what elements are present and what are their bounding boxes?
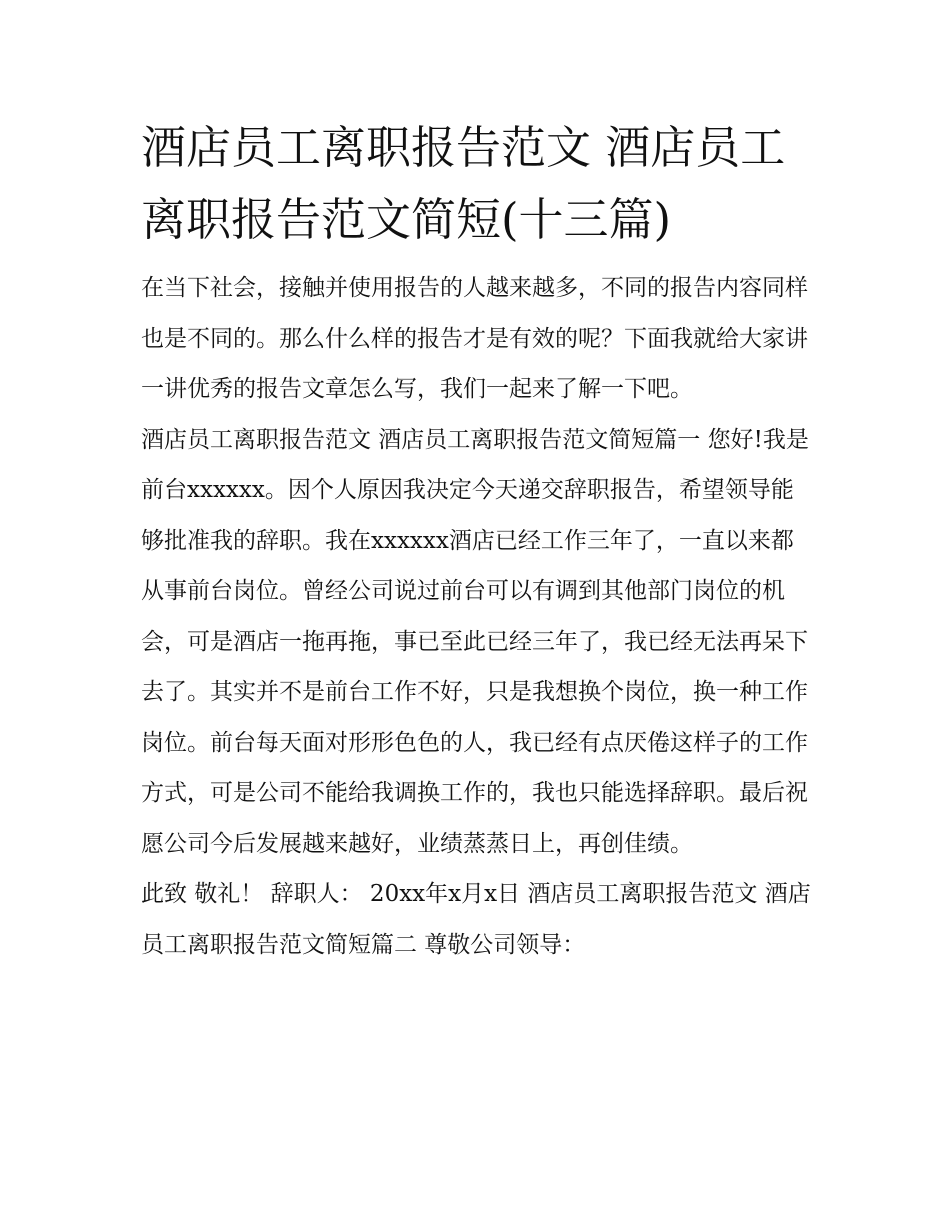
intro-paragraph: 在当下社会，接触并使用报告的人越来越多，不同的报告内容同样也是不同的。那么什么样的报告才是有效的呢？下面我就给大家讲一讲优秀的报告文章怎么写，我们一起来了解一下吧。 [141, 275, 808, 402]
document-title: 酒店员工离职报告范文 酒店员工离职报告范文简短(十三篇) [141, 121, 786, 246]
closing-paragraph: 此致 敬礼！ 辞职人： 20xx年x月x日 酒店员工离职报告范文 酒店员工离职报告范文简短篇二 尊敬公司领导： [141, 881, 811, 958]
document-content [141, 112, 813, 970]
resignation-letter-paragraph: 酒店员工离职报告范文 酒店员工离职报告范文简短篇一 您好!我是前台xxxxxx。因个人原因我决定今天递交辞职报告，希望领导能够批准我的辞职。我在xxxxxx酒店已经工作三年了，一直以来都从事前台岗位。曾经公司说过前台可以有调到其他部门岗位的机会，可是酒店一拖再拖，事已至此已经三年了，我已经无法再呆下去了。其实并不是前台工作不好，只是我想换个岗位，换一种工作岗位。前台每天面对形形色色的人，我已经有点厌倦这样子的工作方式，可是公司不能给我调换工作的，我也只能选择辞职。最后祝愿公司今后发展越来越好，业绩蒸蒸日上，再创佳绩。 [141, 426, 809, 857]
